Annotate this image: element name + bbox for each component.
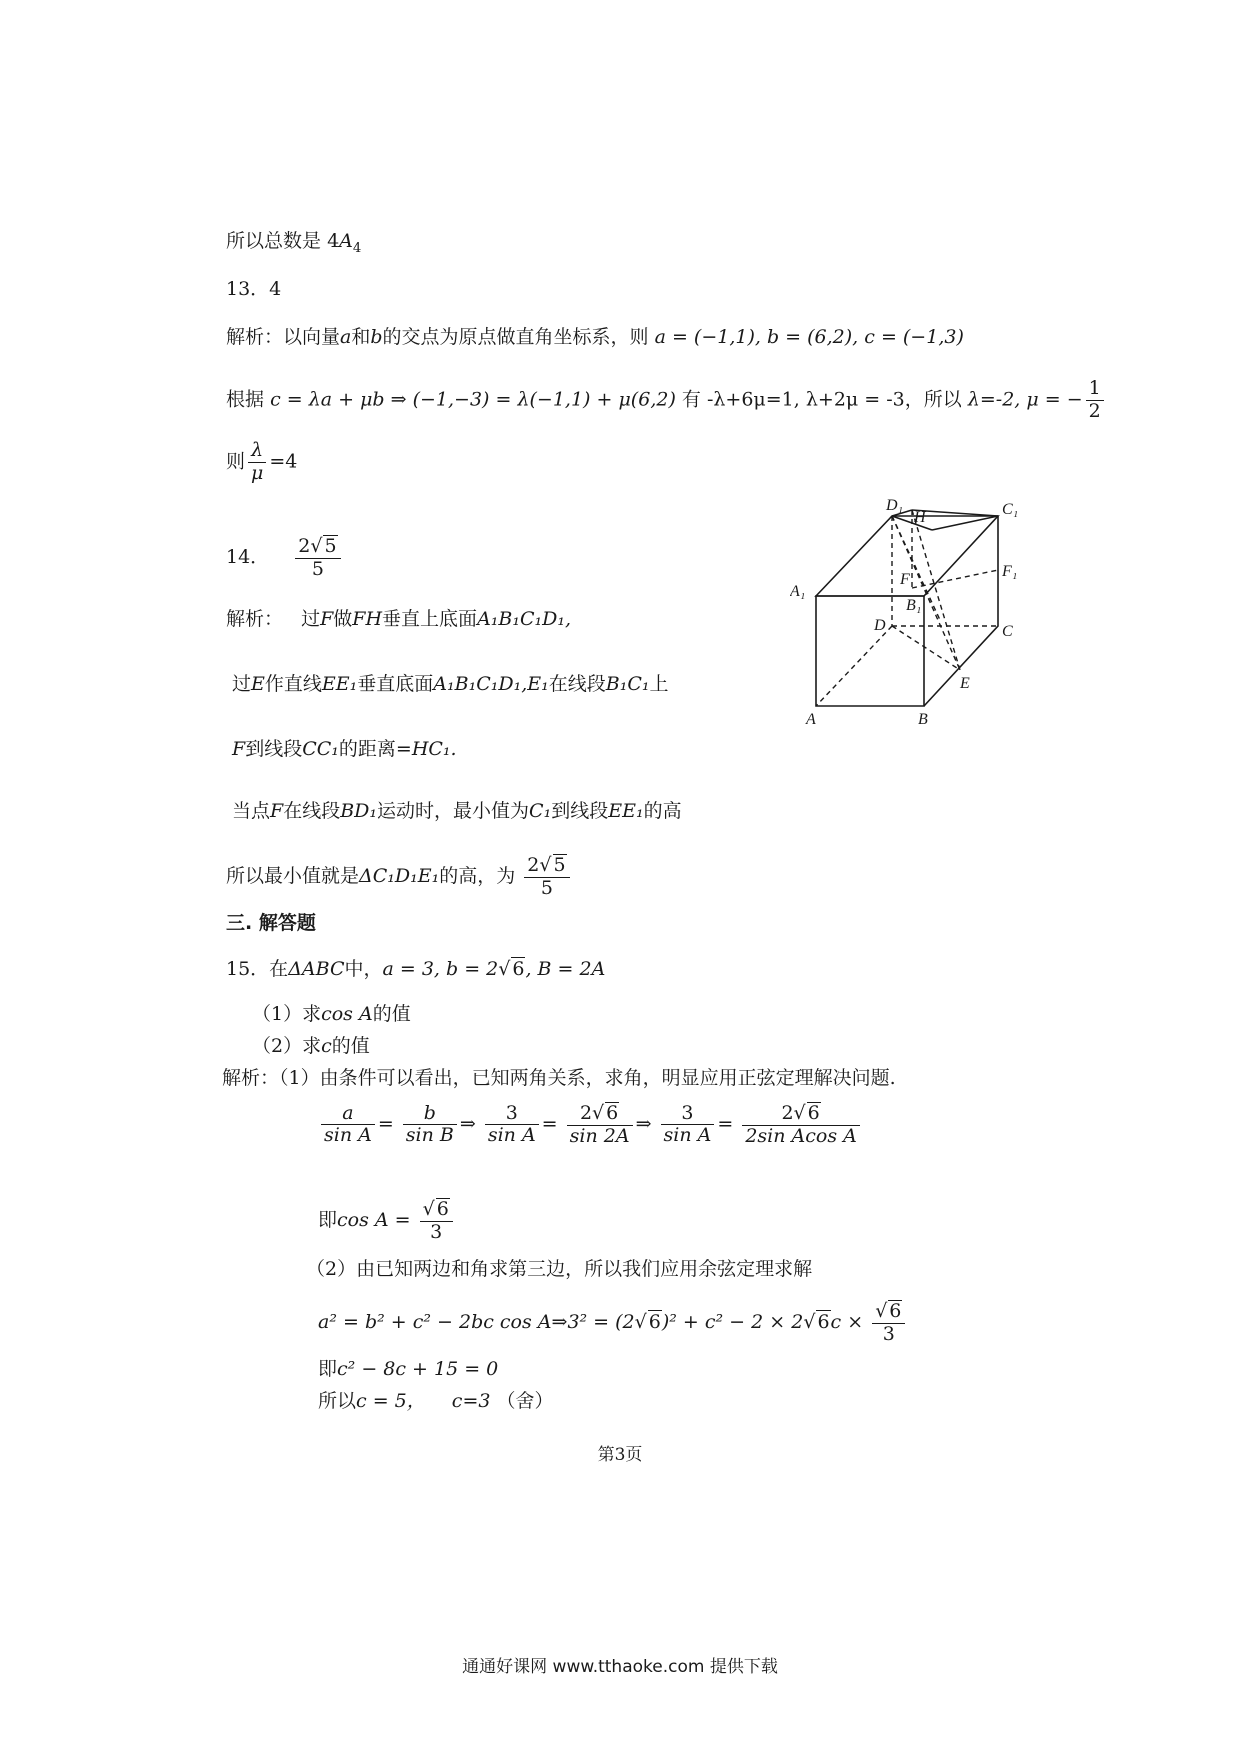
q15-part1: （1）求cos A的值 <box>252 1003 411 1025</box>
q14-analysis-2: 过E作直线EE₁垂直底面A₁B₁C₁D₁,E₁在线段B₁C₁上 <box>232 673 669 695</box>
segment-f-f1 <box>912 570 998 588</box>
label-e: E <box>960 675 970 692</box>
q13-result: 则 $\frac{\lambda}{\mu}$ =4 <box>226 439 298 484</box>
label-b1: B₁ <box>906 597 922 614</box>
cos-a-result: 即cos A = $\frac{√ 6}{3}$ <box>318 1198 456 1244</box>
cube-figure <box>790 498 1050 738</box>
label-h: H <box>914 509 926 526</box>
page-number: 第3页 <box>597 1445 643 1465</box>
count-text: 所以总数是 <box>226 230 322 252</box>
q14-analysis-1: 解析： 过F做FH垂直上底面A₁B₁C₁D₁, <box>226 608 572 630</box>
q15-solution-intro: 解析：（1）由条件可以看出，已知两角关系，求角，明显应用正弦定理解决问题. <box>222 1067 896 1089</box>
quadratic-equation: 即c² − 8c + 15 = 0 <box>318 1358 499 1380</box>
q13-analysis-1: 解析：以向量a和b的交点为原点做直角坐标系，则 a = (−1,1), b = (6,2), c = (−1,3) <box>226 326 964 348</box>
q15-part2-intro: （2）由已知两边和角求第三边，所以我们应用余弦定理求解 <box>306 1258 813 1280</box>
fraction-lambda-mu: $\frac{\lambda}{\mu}$ <box>248 440 266 485</box>
q15-heading: 15．在ΔABC中，a = 3, b = 2√ 6, B = 2A <box>226 958 606 980</box>
section-heading: 三. 解答题 <box>226 912 316 934</box>
label-b: B <box>918 711 928 728</box>
label-a1: A₁ <box>790 583 806 600</box>
q13-analysis-2: 根据 c = λa + μb ⇒ (−1,−3) = λ(−1,1) + μ(6,2) 有 -λ+6μ=1, λ+2μ = -3，所以 λ=-2, μ = − $\frac{1}{2}$ <box>226 378 1107 423</box>
label-a: A <box>806 711 816 728</box>
q14-analysis-4: 当点F在线段BD₁运动时，最小值为C₁到线段EE₁的高 <box>232 800 682 822</box>
sine-rule-equation: $\frac{a}{\text{sin A}}$ = $\frac{b}{\text{sin B}}$ ⇒ $\frac{3}{\text{sin A}}$ = $\frac{2√ 6}{\sin 2A}$ ⇒ $\frac{3}{\text{sin A}}$ = $\frac{2√ 6}{\text{2sin Acos A}}$ <box>318 1102 863 1148</box>
hidden-edge-d-a <box>816 626 892 706</box>
label-d: D <box>874 617 886 634</box>
segment-d1-e <box>892 516 960 670</box>
label-c: C <box>1002 623 1013 640</box>
q14-analysis-3: F到线段CC₁的距离=HC₁. <box>232 738 457 760</box>
count-line: 所以总数是 $4A_4$ <box>226 230 362 256</box>
fraction-half: $\frac{1}{2}$ <box>1086 378 1104 423</box>
cosine-rule-equation: a² = b² + c² − 2bc cos A⇒3² = (2√ 6)² + c² − 2 × 2√ 6c × $\frac{√ 6}{3}$ <box>318 1300 908 1346</box>
q14-answer-fraction: $\frac{2√ 5}{5}$ <box>295 535 340 581</box>
label-f: F <box>900 571 910 588</box>
label-c1: C₁ <box>1002 501 1019 518</box>
q15-part2: （2）求c的值 <box>252 1035 370 1057</box>
footer-source: 通通好课网 www.tthaoke.com 提供下载 <box>462 1657 778 1677</box>
vector-coordinates: a = (−1,1), b = (6,2), c = (−1,3) <box>654 326 964 348</box>
label-d1: D₁ <box>886 498 904 514</box>
q14-heading: 14． $\frac{2√ 5}{5}$ <box>226 535 344 581</box>
q14-conclusion: 所以最小值就是ΔC₁D₁E₁的高，为 $\frac{2√ 5}{5}$ <box>226 854 573 900</box>
final-answer: 所以c = 5， c=3 （舍） <box>318 1390 554 1412</box>
label-f1: F₁ <box>1002 563 1018 580</box>
q13-heading: 13．4 <box>226 278 282 300</box>
q14-min-fraction: $\frac{2√ 5}{5}$ <box>524 854 569 900</box>
